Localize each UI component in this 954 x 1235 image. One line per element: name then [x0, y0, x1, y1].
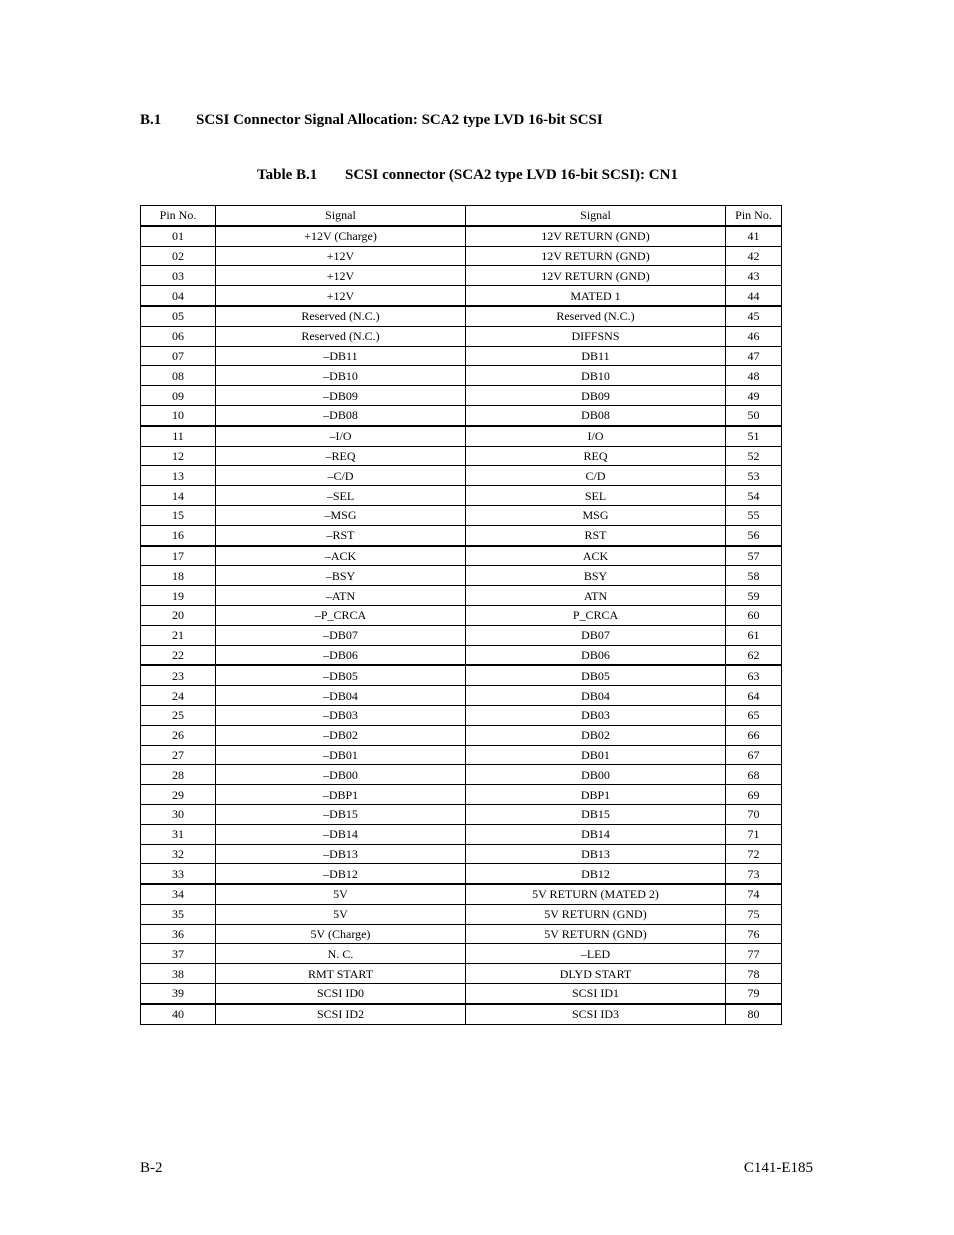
table-row [141, 226, 782, 246]
cell-signal-right: DLYD START [466, 964, 726, 984]
cell-pin-no-right: 72 [726, 844, 782, 864]
cell-signal-left: +12V [216, 266, 466, 286]
cell-pin-no-left: 08 [141, 366, 216, 386]
table-row [141, 964, 782, 984]
header-signal-left: Signal [216, 206, 466, 226]
table-row [141, 386, 782, 406]
cell-signal-left: –RST [216, 525, 466, 545]
cell-signal-right: DB04 [466, 686, 726, 706]
table-row [141, 924, 782, 944]
table-row [141, 665, 782, 685]
cell-signal-right: C/D [466, 466, 726, 486]
cell-signal-right: DB09 [466, 386, 726, 406]
cell-signal-right: SCSI ID3 [466, 1004, 726, 1024]
cell-signal-right: DB14 [466, 824, 726, 844]
cell-signal-left: –P_CRCA [216, 605, 466, 625]
cell-signal-left: –DB10 [216, 366, 466, 386]
cell-pin-no-left: 05 [141, 306, 216, 326]
cell-pin-no-right: 69 [726, 785, 782, 805]
table-row [141, 745, 782, 765]
cell-signal-right: MATED 1 [466, 286, 726, 306]
cell-pin-no-right: 75 [726, 904, 782, 924]
cell-signal-left: –DB09 [216, 386, 466, 406]
cell-signal-left: –DB06 [216, 645, 466, 665]
table-caption [257, 167, 678, 184]
cell-pin-no-right: 41 [726, 226, 782, 246]
cell-pin-no-left: 36 [141, 924, 216, 944]
cell-signal-left: SCSI ID0 [216, 984, 466, 1004]
cell-signal-right: SCSI ID1 [466, 984, 726, 1004]
cell-pin-no-right: 71 [726, 824, 782, 844]
table-row [141, 505, 782, 525]
section-heading [140, 112, 603, 129]
cell-pin-no-right: 63 [726, 665, 782, 685]
cell-signal-right: P_CRCA [466, 605, 726, 625]
table-row [141, 306, 782, 326]
cell-signal-right: –LED [466, 944, 726, 964]
cell-signal-left: –MSG [216, 505, 466, 525]
cell-pin-no-right: 77 [726, 944, 782, 964]
cell-signal-right: 5V RETURN (GND) [466, 924, 726, 944]
cell-pin-no-left: 32 [141, 844, 216, 864]
cell-pin-no-right: 47 [726, 346, 782, 366]
cell-signal-right: RST [466, 525, 726, 545]
cell-signal-left: +12V (Charge) [216, 226, 466, 246]
cell-signal-right: 12V RETURN (GND) [466, 246, 726, 266]
cell-pin-no-right: 55 [726, 505, 782, 525]
cell-pin-no-left: 35 [141, 904, 216, 924]
section-number: B.1 [140, 112, 162, 128]
cell-pin-no-right: 48 [726, 366, 782, 386]
table-row [141, 1004, 782, 1024]
cell-pin-no-left: 15 [141, 505, 216, 525]
cell-pin-no-left: 16 [141, 525, 216, 545]
cell-pin-no-right: 62 [726, 645, 782, 665]
cell-signal-left: –DB02 [216, 725, 466, 745]
cell-pin-no-right: 46 [726, 326, 782, 346]
cell-signal-right: DB11 [466, 346, 726, 366]
cell-pin-no-left: 01 [141, 226, 216, 246]
cell-signal-left: –DB15 [216, 804, 466, 824]
table-row [141, 804, 782, 824]
table-caption-number: Table B.1 [257, 167, 318, 183]
table-row [141, 346, 782, 366]
cell-signal-right: DB05 [466, 665, 726, 685]
cell-pin-no-right: 74 [726, 884, 782, 904]
cell-pin-no-left: 07 [141, 346, 216, 366]
table-row [141, 884, 782, 904]
table-row [141, 864, 782, 884]
cell-signal-right: DB01 [466, 745, 726, 765]
table-row [141, 725, 782, 745]
cell-signal-right: DB12 [466, 864, 726, 884]
cell-signal-right: 5V RETURN (MATED 2) [466, 884, 726, 904]
cell-signal-right: DB07 [466, 625, 726, 645]
cell-signal-right: REQ [466, 446, 726, 466]
cell-signal-left: –DB08 [216, 405, 466, 425]
cell-pin-no-left: 03 [141, 266, 216, 286]
cell-signal-right: DB02 [466, 725, 726, 745]
cell-pin-no-left: 11 [141, 426, 216, 446]
table-row [141, 765, 782, 785]
cell-signal-left: Reserved (N.C.) [216, 326, 466, 346]
cell-signal-left: –DB11 [216, 346, 466, 366]
cell-pin-no-right: 54 [726, 486, 782, 506]
cell-signal-left: –DB03 [216, 705, 466, 725]
table-row [141, 586, 782, 606]
cell-pin-no-left: 37 [141, 944, 216, 964]
header-signal-right: Signal [466, 206, 726, 226]
cell-pin-no-left: 17 [141, 546, 216, 566]
table-row [141, 266, 782, 286]
cell-signal-right: DB15 [466, 804, 726, 824]
cell-signal-left: –SEL [216, 486, 466, 506]
table-row [141, 366, 782, 386]
cell-pin-no-right: 65 [726, 705, 782, 725]
cell-signal-left: –DBP1 [216, 785, 466, 805]
cell-signal-left: RMT START [216, 964, 466, 984]
cell-pin-no-left: 28 [141, 765, 216, 785]
table-row [141, 625, 782, 645]
cell-signal-left: –ACK [216, 546, 466, 566]
cell-pin-no-right: 42 [726, 246, 782, 266]
table-row [141, 686, 782, 706]
cell-pin-no-left: 33 [141, 864, 216, 884]
cell-signal-left: N. C. [216, 944, 466, 964]
pin-assignment-table [140, 205, 782, 1025]
cell-signal-left: –REQ [216, 446, 466, 466]
cell-signal-left: –BSY [216, 566, 466, 586]
cell-pin-no-left: 09 [141, 386, 216, 406]
table-row [141, 405, 782, 425]
table-row [141, 286, 782, 306]
table-header-row [141, 206, 782, 226]
cell-signal-right: 5V RETURN (GND) [466, 904, 726, 924]
cell-pin-no-left: 14 [141, 486, 216, 506]
cell-pin-no-right: 51 [726, 426, 782, 446]
table-row [141, 246, 782, 266]
cell-pin-no-left: 23 [141, 665, 216, 685]
cell-signal-right: 12V RETURN (GND) [466, 266, 726, 286]
cell-signal-left: –DB01 [216, 745, 466, 765]
cell-signal-right: ATN [466, 586, 726, 606]
cell-signal-right: DBP1 [466, 785, 726, 805]
cell-signal-right: ACK [466, 546, 726, 566]
cell-pin-no-right: 73 [726, 864, 782, 884]
cell-pin-no-left: 31 [141, 824, 216, 844]
cell-signal-left: –DB07 [216, 625, 466, 645]
cell-pin-no-left: 06 [141, 326, 216, 346]
table-row [141, 785, 782, 805]
cell-signal-left: +12V [216, 286, 466, 306]
cell-pin-no-right: 78 [726, 964, 782, 984]
cell-pin-no-right: 50 [726, 405, 782, 425]
table-row [141, 705, 782, 725]
cell-signal-right: DB13 [466, 844, 726, 864]
cell-pin-no-left: 22 [141, 645, 216, 665]
cell-pin-no-left: 10 [141, 405, 216, 425]
cell-pin-no-right: 67 [726, 745, 782, 765]
table-row [141, 486, 782, 506]
cell-signal-left: –I/O [216, 426, 466, 446]
table-row [141, 844, 782, 864]
cell-pin-no-left: 39 [141, 984, 216, 1004]
table-row [141, 546, 782, 566]
cell-pin-no-left: 38 [141, 964, 216, 984]
cell-signal-left: –DB00 [216, 765, 466, 785]
section-title: SCSI Connector Signal Allocation: SCA2 type LVD 16-bit SCSI [196, 112, 603, 128]
cell-signal-right: Reserved (N.C.) [466, 306, 726, 326]
cell-signal-right: I/O [466, 426, 726, 446]
cell-pin-no-left: 13 [141, 466, 216, 486]
header-pin-no-right: Pin No. [726, 206, 782, 226]
table-caption-title: SCSI connector (SCA2 type LVD 16-bit SCSI): CN1 [345, 167, 678, 183]
cell-pin-no-right: 70 [726, 804, 782, 824]
cell-pin-no-right: 60 [726, 605, 782, 625]
cell-pin-no-right: 59 [726, 586, 782, 606]
cell-signal-left: 5V (Charge) [216, 924, 466, 944]
table-row [141, 824, 782, 844]
cell-pin-no-right: 49 [726, 386, 782, 406]
cell-pin-no-left: 40 [141, 1004, 216, 1024]
table-row [141, 426, 782, 446]
cell-signal-right: DB08 [466, 405, 726, 425]
cell-signal-right: DB03 [466, 705, 726, 725]
cell-pin-no-right: 68 [726, 765, 782, 785]
cell-signal-left: –DB14 [216, 824, 466, 844]
cell-pin-no-right: 79 [726, 984, 782, 1004]
table-row [141, 645, 782, 665]
cell-pin-no-right: 56 [726, 525, 782, 545]
cell-pin-no-right: 66 [726, 725, 782, 745]
cell-pin-no-left: 27 [141, 745, 216, 765]
cell-signal-left: 5V [216, 904, 466, 924]
cell-pin-no-right: 52 [726, 446, 782, 466]
cell-pin-no-left: 26 [141, 725, 216, 745]
table-row [141, 605, 782, 625]
cell-pin-no-left: 18 [141, 566, 216, 586]
cell-pin-no-right: 57 [726, 546, 782, 566]
cell-pin-no-right: 80 [726, 1004, 782, 1024]
cell-signal-left: Reserved (N.C.) [216, 306, 466, 326]
cell-pin-no-left: 25 [141, 705, 216, 725]
table-row [141, 944, 782, 964]
cell-pin-no-left: 29 [141, 785, 216, 805]
cell-signal-left: –DB13 [216, 844, 466, 864]
cell-signal-left: –DB05 [216, 665, 466, 685]
cell-signal-right: DIFFSNS [466, 326, 726, 346]
cell-signal-right: SEL [466, 486, 726, 506]
header-pin-no-left: Pin No. [141, 206, 216, 226]
table-row [141, 525, 782, 545]
cell-signal-left: –DB12 [216, 864, 466, 884]
cell-signal-left: –DB04 [216, 686, 466, 706]
cell-pin-no-right: 58 [726, 566, 782, 586]
cell-signal-right: DB00 [466, 765, 726, 785]
cell-signal-left: –ATN [216, 586, 466, 606]
page-number: B-2 [140, 1160, 163, 1176]
cell-signal-right: 12V RETURN (GND) [466, 226, 726, 246]
table-row [141, 566, 782, 586]
cell-signal-right: DB10 [466, 366, 726, 386]
table-row [141, 446, 782, 466]
cell-pin-no-left: 21 [141, 625, 216, 645]
cell-pin-no-left: 12 [141, 446, 216, 466]
table-row [141, 984, 782, 1004]
cell-pin-no-right: 76 [726, 924, 782, 944]
cell-pin-no-left: 24 [141, 686, 216, 706]
cell-pin-no-left: 02 [141, 246, 216, 266]
cell-signal-left: 5V [216, 884, 466, 904]
cell-pin-no-left: 30 [141, 804, 216, 824]
cell-pin-no-left: 04 [141, 286, 216, 306]
cell-signal-left: –C/D [216, 466, 466, 486]
table-body [141, 226, 782, 1024]
document-id: C141-E185 [743, 1160, 813, 1176]
table-row [141, 904, 782, 924]
cell-pin-no-left: 20 [141, 605, 216, 625]
cell-signal-left: +12V [216, 246, 466, 266]
cell-pin-no-right: 64 [726, 686, 782, 706]
cell-pin-no-right: 43 [726, 266, 782, 286]
cell-signal-right: DB06 [466, 645, 726, 665]
cell-pin-no-right: 53 [726, 466, 782, 486]
cell-signal-left: SCSI ID2 [216, 1004, 466, 1024]
table-row [141, 326, 782, 346]
cell-pin-no-right: 45 [726, 306, 782, 326]
cell-signal-right: MSG [466, 505, 726, 525]
table-row [141, 466, 782, 486]
cell-pin-no-left: 34 [141, 884, 216, 904]
cell-pin-no-right: 44 [726, 286, 782, 306]
cell-pin-no-left: 19 [141, 586, 216, 606]
cell-signal-right: BSY [466, 566, 726, 586]
cell-pin-no-right: 61 [726, 625, 782, 645]
